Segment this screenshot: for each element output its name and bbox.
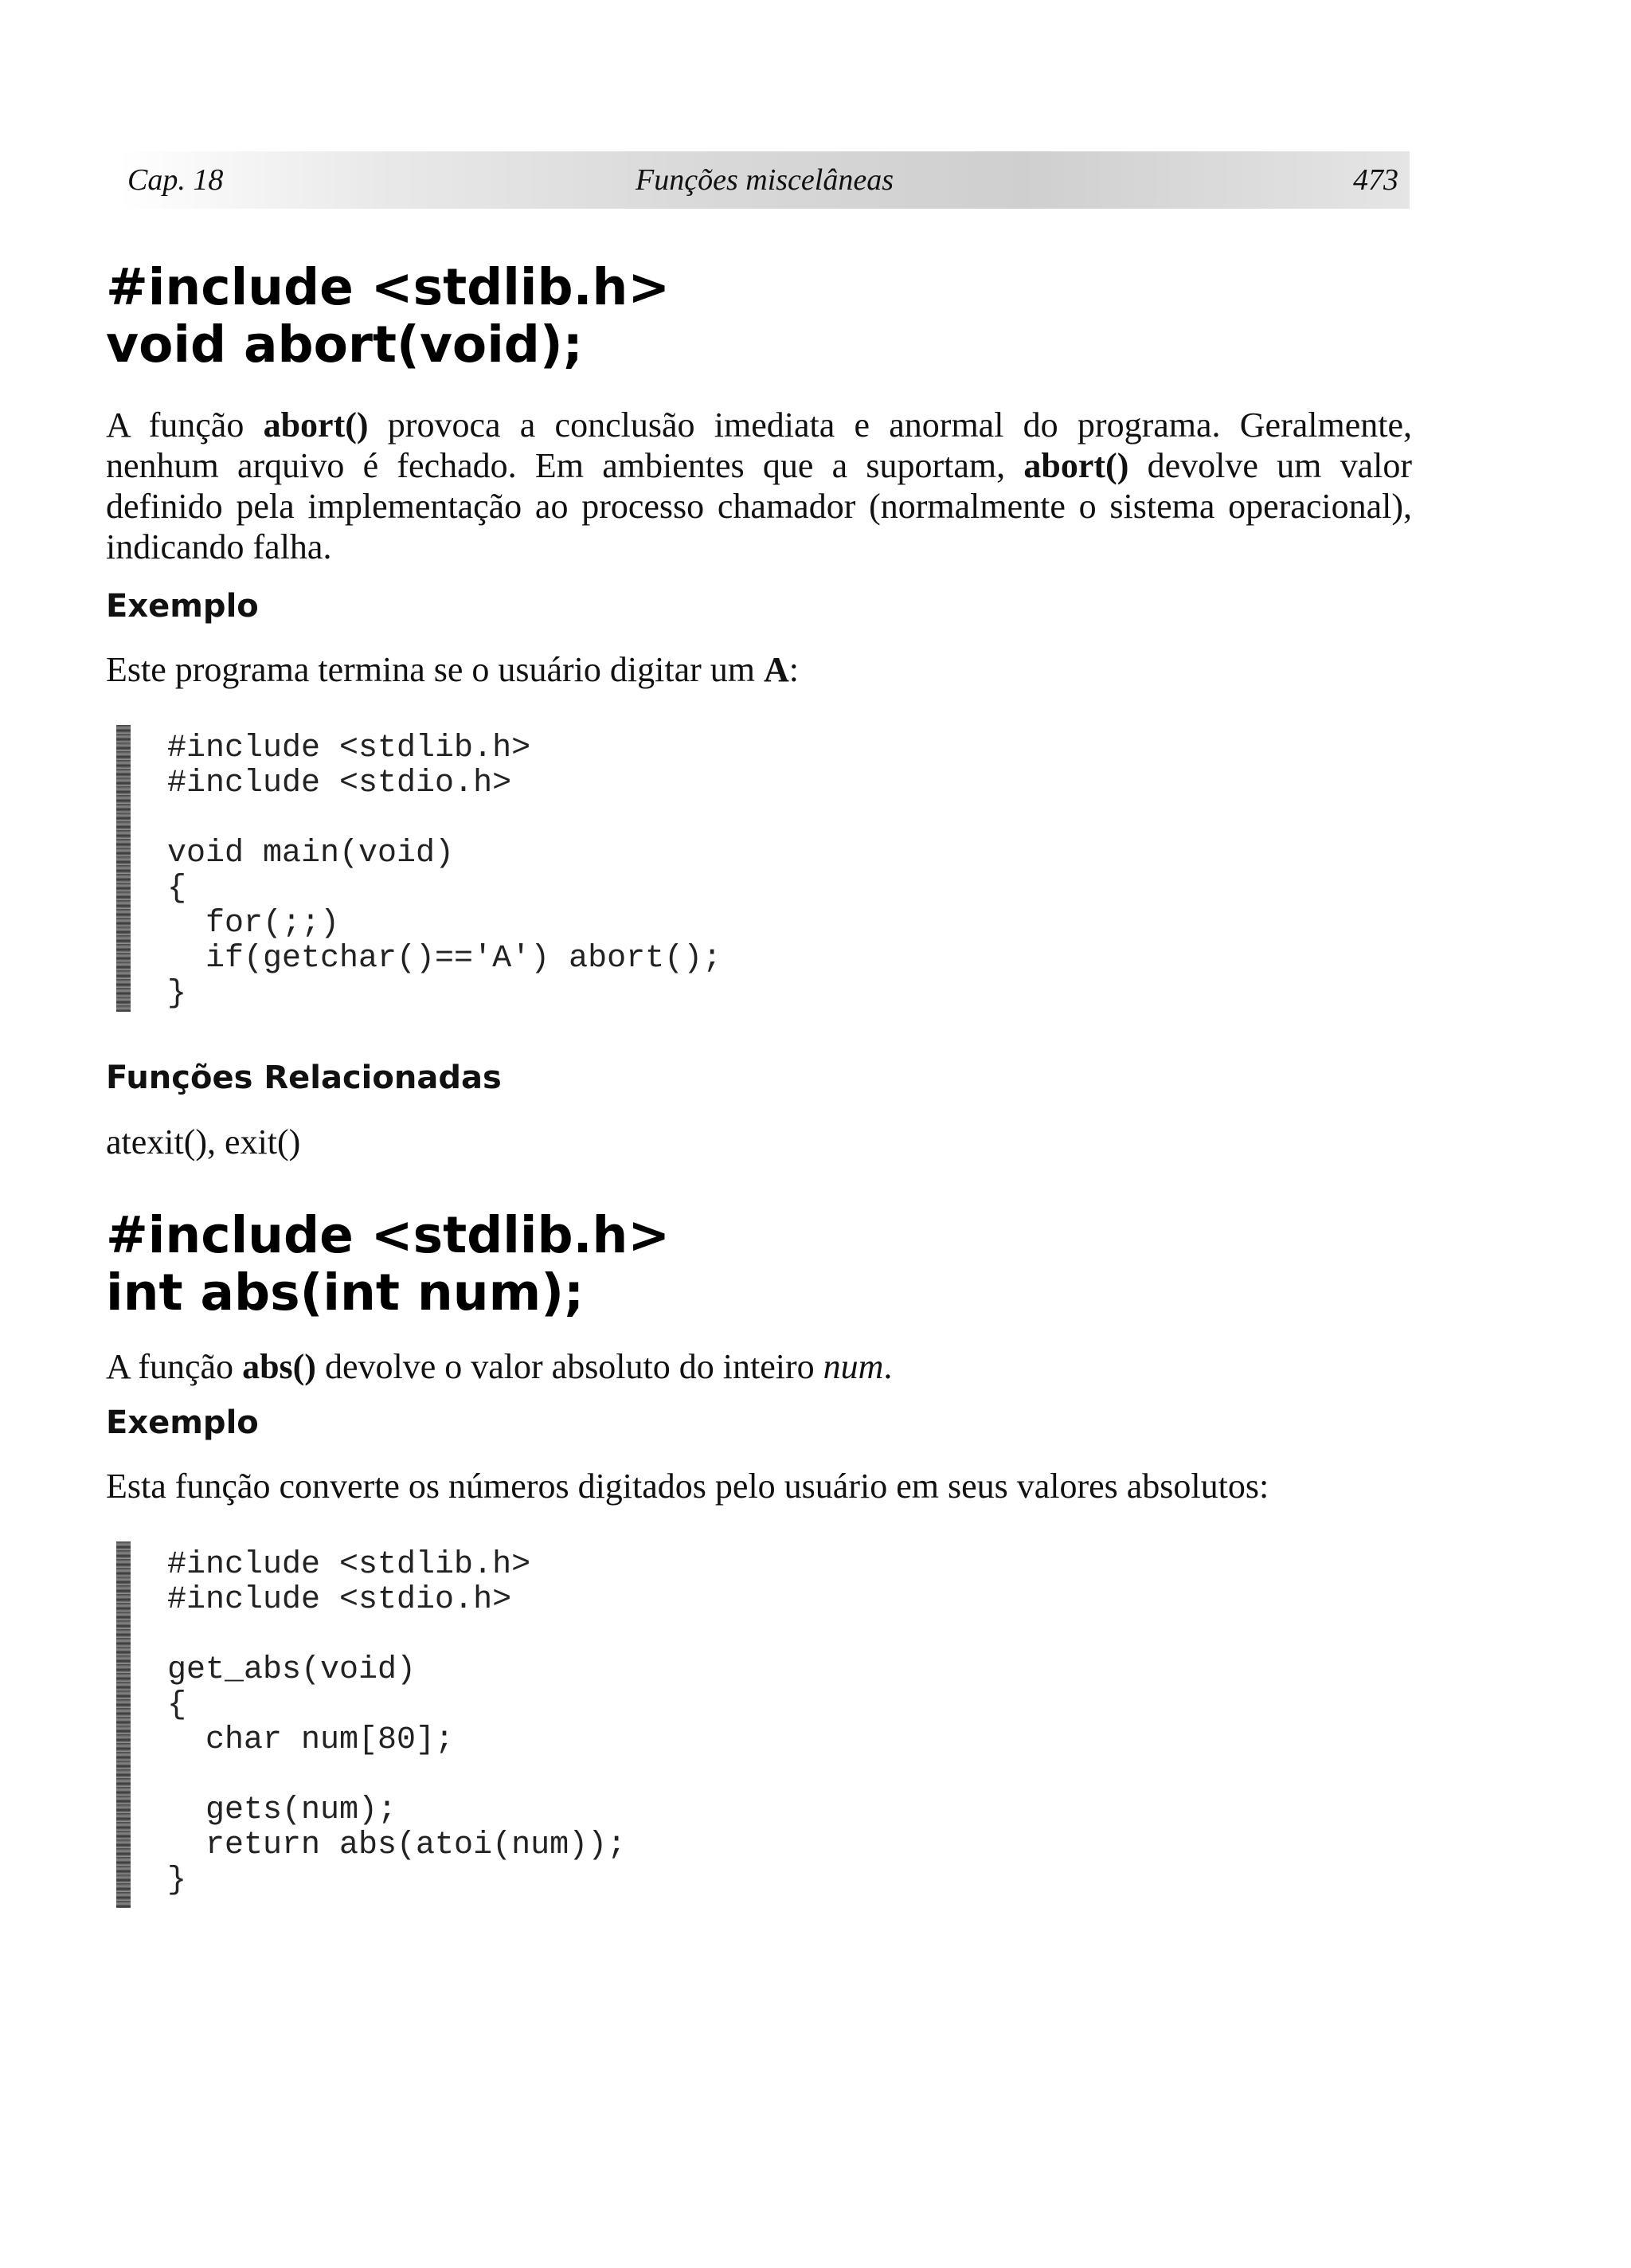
chapter-label: Cap. 18 (127, 163, 224, 197)
code-block-abs: #include <stdlib.h> #include <stdio.h> get_abs(void) { char num[80]; gets(num); return abs(atoi(num)); } (167, 1547, 627, 1898)
abs-description: A função abs() devolve o valor absoluto do inteiro num. (106, 1347, 893, 1386)
chapter-title: Funções miscelâneas (636, 163, 894, 197)
example-intro: Este programa termina se o usuário digitar um A: (106, 650, 800, 689)
prototype-line: void abort(void); (106, 315, 583, 374)
include-line: #include <stdlib.h> (106, 1206, 671, 1264)
example-heading: Exemplo (106, 1404, 259, 1441)
running-header (119, 151, 1410, 209)
related-functions-list: atexit(), exit() (106, 1122, 301, 1161)
related-functions-heading: Funções Relacionadas (106, 1060, 502, 1096)
code-block-abort: #include <stdlib.h> #include <stdio.h> void main(void) { for(;;) if(getchar()=='A') abort(); } (167, 731, 722, 1012)
code-margin-bar (116, 1541, 131, 1908)
include-line: #include <stdlib.h> (106, 258, 671, 316)
example-intro: Esta função converte os números digitados pelo usuário em seus valores absolutos: (106, 1467, 1269, 1506)
function-signature-abort (106, 259, 670, 374)
prototype-line: int abs(int num); (106, 1263, 585, 1322)
function-signature-abs (106, 1207, 670, 1322)
example-heading: Exemplo (106, 588, 259, 625)
page-number: 473 (1353, 163, 1398, 197)
abort-description: A função abort() provoca a conclusão imediata e anormal do programa. Geralmente, nenhum arquivo é fechado. Em ambientes que a suportam, abort() devolve um valor definido pela implementação ao processo chamador (normalmente o sistema operacional), indicando falha. (106, 405, 1412, 566)
code-margin-bar (116, 725, 131, 1012)
